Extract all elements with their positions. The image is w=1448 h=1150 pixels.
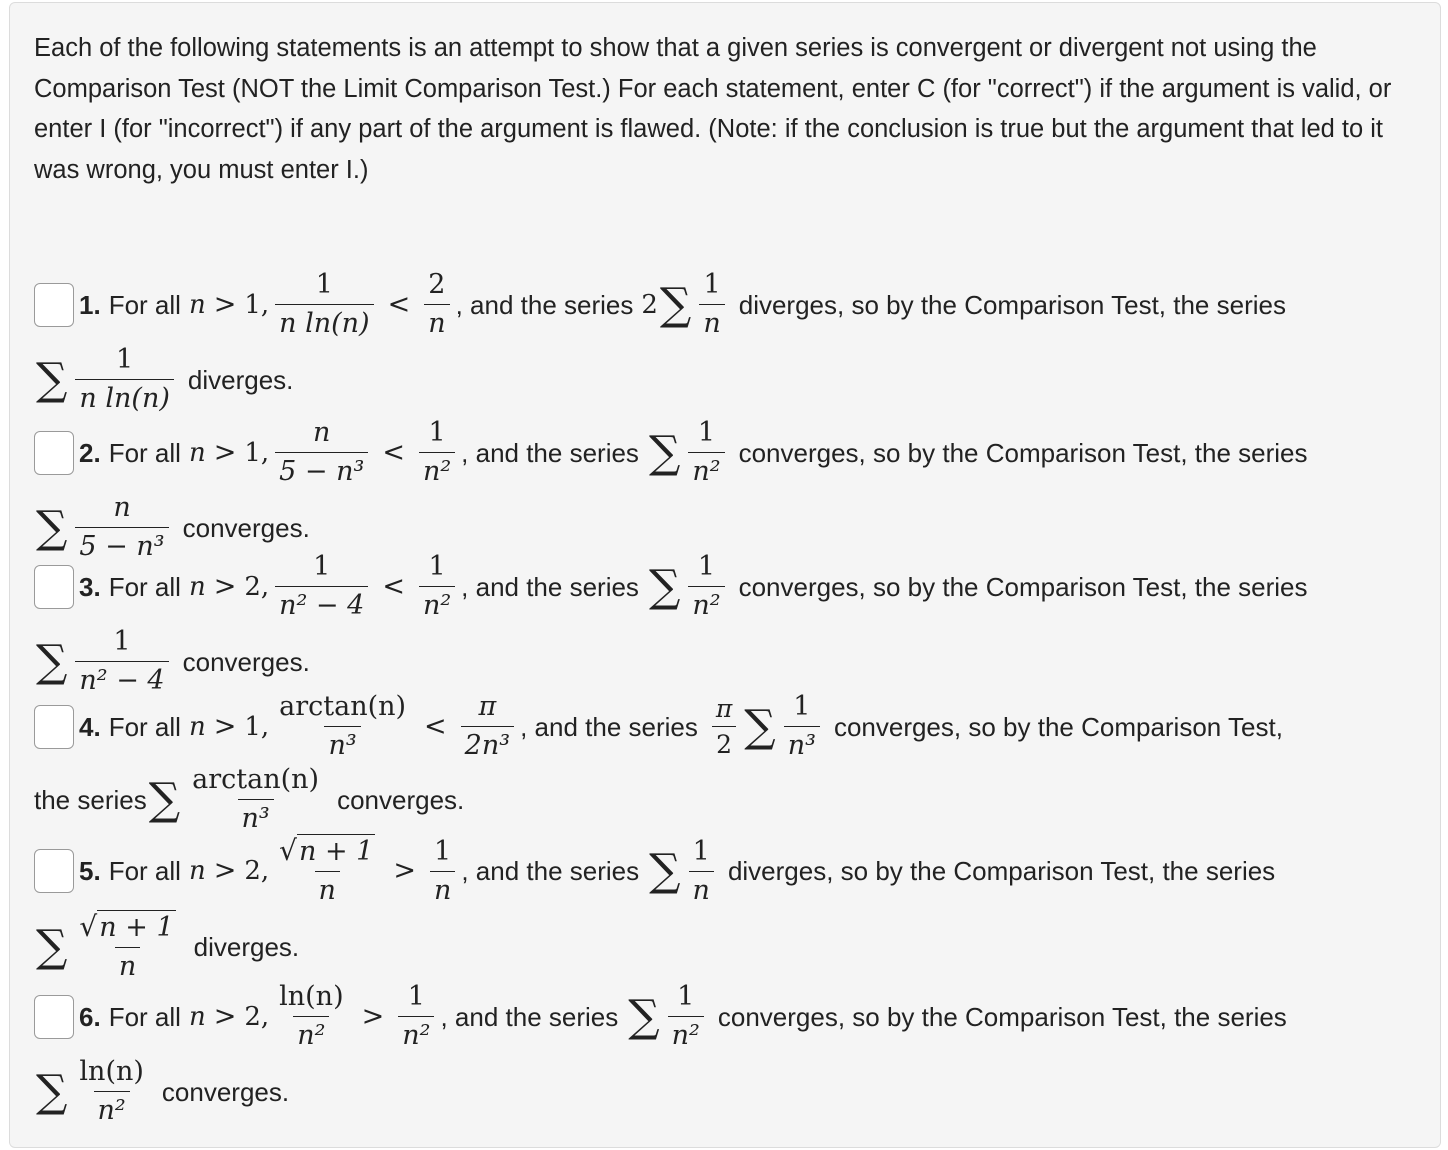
so-by-text: , so by the Comparison Test, the series — [858, 437, 1308, 468]
coefficient: 2 — [641, 289, 658, 320]
for-all-text: For all — [108, 437, 181, 468]
conclusion-text: converges. — [182, 646, 310, 677]
conclusion-text: converges. — [337, 784, 465, 815]
var-n: n — [188, 711, 206, 742]
bound: 2, — [244, 1001, 270, 1032]
comparison-fraction — [689, 835, 714, 908]
numerator: arctan(n) — [192, 764, 320, 795]
numerator: ln(n) — [79, 1056, 144, 1087]
denominator: n — [430, 871, 455, 908]
numerator: π — [478, 691, 497, 722]
lhs-fraction — [275, 550, 368, 623]
var-n: n — [188, 289, 206, 320]
coefficient-fraction — [712, 693, 736, 760]
the-series-text: the series — [34, 784, 147, 815]
denominator: n — [424, 304, 449, 341]
answer-checkbox-6[interactable] — [34, 995, 74, 1039]
bound: 2, — [244, 856, 270, 886]
conclusion-text: diverges. — [193, 932, 300, 962]
sigma-symbol: ∑ — [744, 700, 776, 752]
denominator: n² — [688, 586, 724, 623]
denominator: n ln(n) — [75, 379, 173, 416]
for-all-text: For all — [108, 856, 181, 886]
numerator: 1 — [703, 269, 721, 300]
rhs-fraction — [424, 268, 449, 341]
statement-4 — [34, 690, 1434, 836]
conclusion-fraction — [188, 763, 323, 836]
denominator: n² — [94, 1091, 130, 1128]
so-by-text: , so by the Comparison Test, — [953, 711, 1283, 742]
comparison-fraction — [688, 550, 724, 623]
radicand: n + 1 — [99, 912, 174, 943]
greater-than: > — [213, 288, 237, 320]
sigma-symbol: ∑ — [36, 921, 68, 972]
rhs-fraction — [398, 980, 434, 1053]
numerator: arctan(n) — [279, 691, 407, 722]
greater-than: > — [213, 710, 237, 742]
radical-sign: √ — [279, 834, 297, 867]
rhs-fraction — [419, 416, 455, 489]
answer-checkbox-3[interactable] — [34, 565, 74, 609]
numerator: 1 — [697, 417, 716, 448]
denominator: n³ — [238, 799, 274, 836]
numerator: π — [715, 694, 733, 723]
and-series-text: , and the series — [520, 711, 698, 742]
denominator: n — [699, 304, 724, 341]
statement-number: 4. — [79, 711, 101, 742]
relation: > — [393, 855, 416, 886]
lhs-fraction — [275, 834, 379, 908]
conclusion-fraction — [75, 1055, 147, 1128]
sigma-symbol: ∑ — [36, 501, 68, 553]
numerator: 1 — [407, 981, 425, 1012]
sigma-symbol: ∑ — [659, 278, 692, 330]
denominator: 2 — [712, 726, 736, 760]
comparison-fraction — [688, 416, 724, 489]
bound: 1, — [244, 289, 270, 320]
so-by-text: , so by the Comparison Test, the series — [837, 289, 1286, 320]
converges-text: converges — [717, 1001, 838, 1032]
denominator: n² — [398, 1016, 434, 1053]
denominator: n² — [419, 586, 455, 623]
denominator: n² — [293, 1016, 329, 1053]
statement-1 — [34, 268, 1434, 416]
greater-than: > — [213, 436, 237, 468]
lhs-fraction — [275, 690, 410, 763]
var-n: n — [188, 856, 206, 886]
denominator: n ln(n) — [275, 304, 373, 341]
conclusion-text: diverges. — [187, 364, 294, 395]
relation: < — [387, 288, 411, 320]
answer-checkbox-5[interactable] — [34, 849, 74, 893]
square-root — [275, 834, 379, 871]
comparison-fraction — [699, 268, 724, 341]
statement-number: 3. — [79, 571, 101, 602]
converges-text: converges — [738, 437, 859, 468]
statement-number: 1. — [79, 289, 101, 320]
sigma-symbol: ∑ — [648, 560, 681, 612]
so-by-text: , so by the Comparison Test, the series — [826, 856, 1276, 886]
and-series-text: , and the series — [455, 289, 634, 320]
lhs-fraction — [275, 268, 373, 341]
numerator: n — [113, 492, 131, 523]
numerator: 1 — [434, 835, 452, 867]
diverges-text: diverges — [727, 856, 827, 886]
numerator: 1 — [116, 344, 134, 375]
sigma-symbol: ∑ — [36, 1065, 68, 1117]
sigma-symbol: ∑ — [148, 773, 181, 825]
and-series-text: , and the series — [461, 437, 639, 468]
denominator: n² − 4 — [275, 586, 368, 623]
numerator: 1 — [692, 835, 710, 867]
var-n: n — [188, 437, 206, 468]
bound: 2, — [244, 571, 270, 602]
diverges-text: diverges — [738, 289, 838, 320]
denominator: 5 − n³ — [75, 527, 168, 564]
statement-number: 2. — [79, 437, 101, 468]
denominator: n³ — [784, 726, 820, 763]
statement-6 — [34, 980, 1434, 1128]
question-intro: Each of the following statements is an attempt to show that a given series is convergent or divergent not using the Comparison Test (NOT the Limit Comparison Test.) For each statement, enter C (for "correct") if the argument is valid, or enter I (for "incorrect") if any part of the argument is flawed. (Note: if the conclusion is true but the argument that led to it was wrong, you must enter I.) — [34, 34, 1392, 184]
so-by-text: , so by the Comparison Test, the series — [858, 571, 1308, 602]
relation: < — [382, 570, 405, 602]
numerator: 1 — [428, 551, 446, 582]
answer-checkbox-1[interactable] — [34, 283, 74, 327]
for-all-text: For all — [108, 571, 181, 602]
sigma-symbol: ∑ — [36, 635, 68, 687]
numerator: ln(n) — [279, 981, 344, 1012]
relation: > — [361, 1000, 385, 1032]
comparison-fraction — [784, 690, 820, 763]
conclusion-fraction — [75, 625, 168, 698]
numerator: 1 — [315, 269, 333, 300]
statement-3 — [34, 550, 1434, 698]
lhs-fraction — [275, 416, 368, 489]
converges-text: converges — [738, 571, 859, 602]
numerator: 1 — [793, 691, 811, 722]
sigma-symbol: ∑ — [649, 845, 681, 896]
numerator: 1 — [677, 981, 695, 1012]
denominator: n² — [668, 1016, 704, 1053]
greater-than: > — [213, 1000, 237, 1032]
denominator: 5 − n³ — [275, 452, 368, 489]
square-root — [75, 910, 179, 947]
relation: < — [424, 710, 447, 742]
greater-than: > — [213, 570, 237, 602]
and-series-text: , and the series — [440, 1001, 619, 1032]
numerator: 1 — [313, 551, 331, 582]
and-series-text: , and the series — [461, 856, 640, 886]
denominator: n³ — [324, 726, 360, 763]
denominator: n² — [419, 452, 455, 489]
var-n: n — [188, 1001, 206, 1032]
radical-sign: √ — [79, 910, 98, 943]
statement-number: 5. — [79, 856, 101, 886]
rhs-fraction — [461, 690, 514, 763]
conclusion-text: converges. — [182, 512, 310, 543]
for-all-text: For all — [108, 711, 181, 742]
numerator: n — [313, 417, 331, 448]
denominator: 2n³ — [461, 726, 514, 763]
for-all-text: For all — [108, 1001, 181, 1032]
statement-2 — [34, 416, 1434, 564]
so-by-text: , so by the Comparison Test, the series — [837, 1001, 1287, 1032]
answer-checkbox-2[interactable] — [34, 431, 74, 475]
converges-text: converges — [833, 711, 954, 742]
statement-5 — [34, 834, 1434, 984]
sigma-symbol: ∑ — [628, 990, 660, 1042]
radicand: n + 1 — [298, 836, 374, 867]
numerator: 1 — [428, 417, 446, 448]
var-n: n — [188, 571, 206, 602]
greater-than: > — [213, 855, 237, 886]
answer-checkbox-4[interactable] — [34, 705, 74, 749]
rhs-fraction — [419, 550, 455, 623]
numerator: 1 — [113, 626, 131, 657]
and-series-text: , and the series — [461, 571, 639, 602]
denominator: n — [689, 871, 714, 908]
conclusion-fraction — [75, 910, 179, 984]
statement-number: 6. — [79, 1001, 101, 1032]
denominator: n — [315, 871, 340, 908]
rhs-fraction — [430, 835, 455, 908]
sigma-symbol: ∑ — [36, 353, 68, 405]
bound: 1, — [244, 711, 270, 742]
denominator: n² − 4 — [75, 661, 168, 698]
denominator: n² — [688, 452, 724, 489]
comparison-fraction — [668, 980, 704, 1053]
lhs-fraction — [275, 980, 347, 1053]
conclusion-text: converges. — [161, 1076, 290, 1107]
numerator: 1 — [697, 551, 716, 582]
relation: < — [382, 436, 405, 468]
sigma-symbol: ∑ — [648, 426, 681, 478]
bound: 1, — [244, 437, 270, 468]
for-all-text: For all — [108, 289, 181, 320]
conclusion-fraction — [75, 343, 173, 416]
denominator: n — [115, 947, 140, 984]
numerator: 2 — [428, 269, 446, 300]
